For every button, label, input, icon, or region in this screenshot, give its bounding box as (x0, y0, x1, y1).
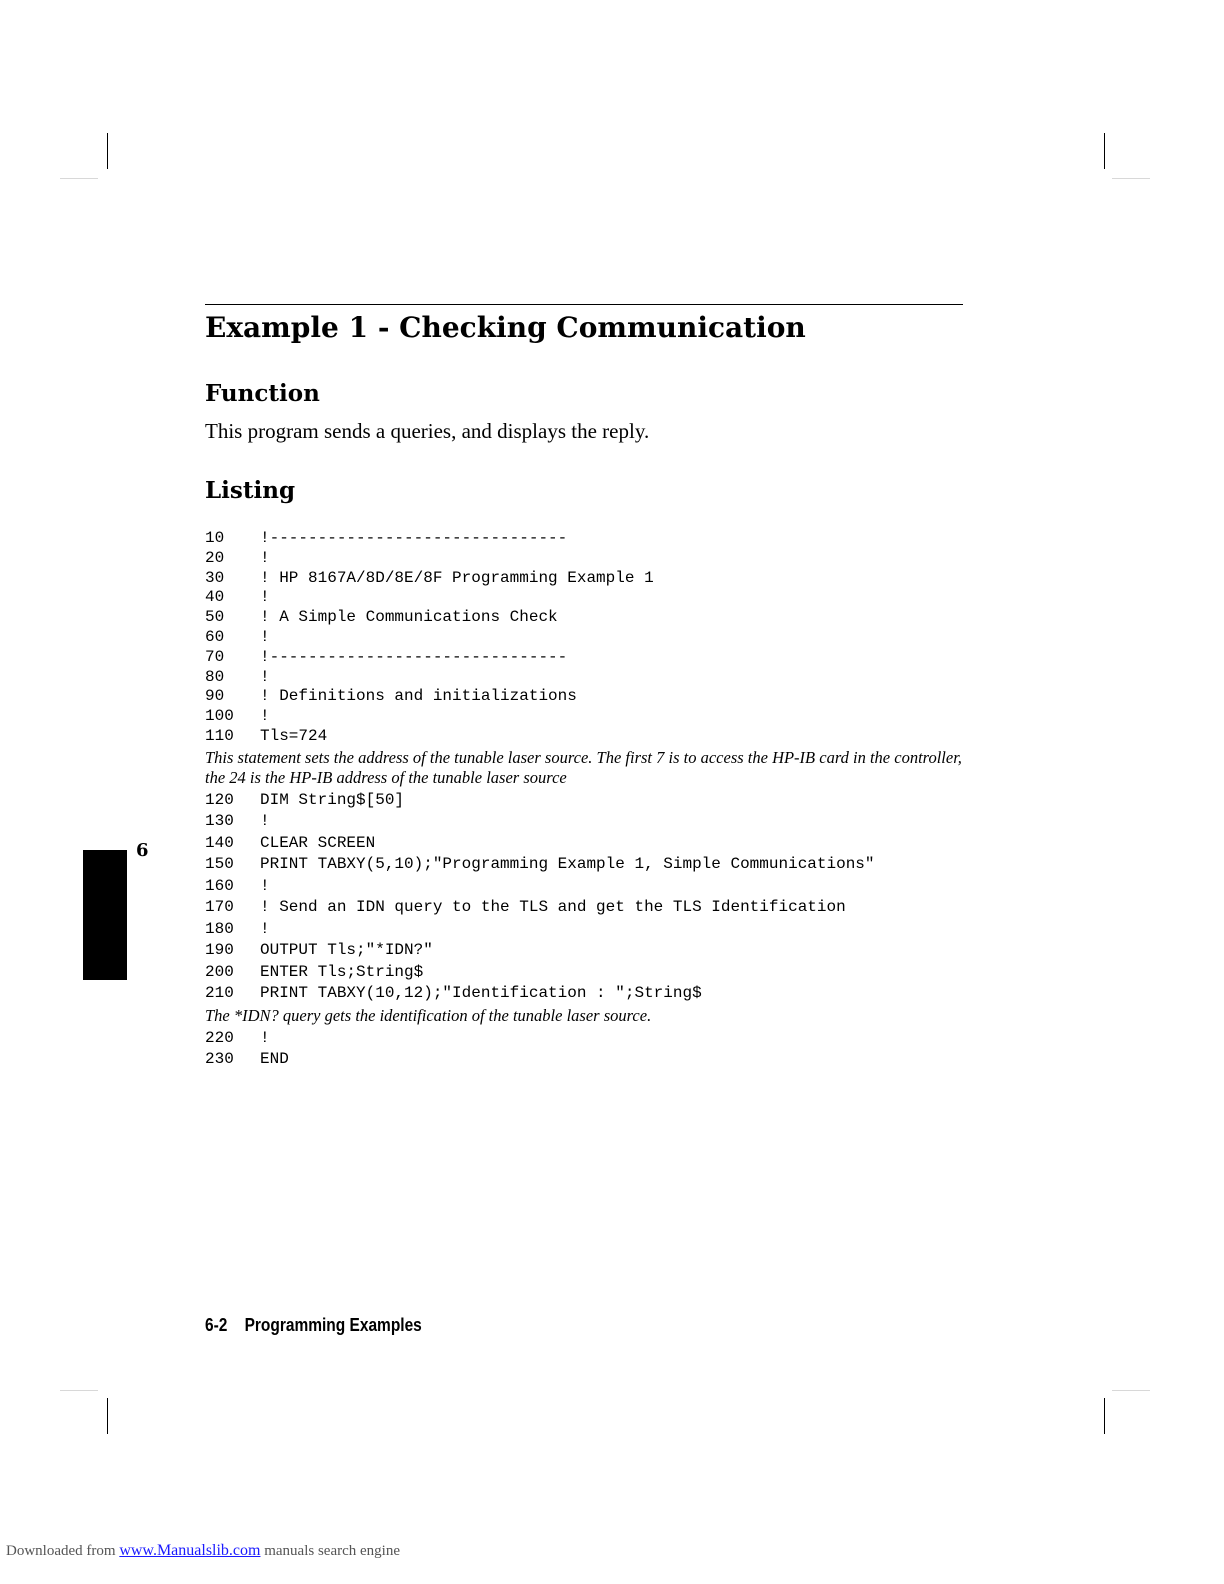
line-code: !------------------------------- (260, 529, 568, 547)
line-code: ! (260, 812, 270, 831)
page-title: Example 1 - Checking Communication (205, 311, 806, 344)
download-prefix: Downloaded from (6, 1543, 120, 1559)
line-number: 110 (205, 726, 234, 745)
line-code: ! Send an IDN query to the TLS and get the TLS Identification (260, 898, 846, 917)
code-line (205, 529, 975, 549)
line-number: 100 (205, 707, 234, 726)
code-line (205, 588, 975, 608)
line-code: ! (260, 876, 270, 895)
line-number: 160 (205, 876, 234, 895)
listing-note: This statement sets the address of the tunable laser source. The first 7 is to access the HP-IB card in the controller, the 24 is the HP-IB address of the tunable laser source (205, 747, 962, 787)
crop-mark (1112, 1390, 1150, 1391)
line-code: DIM String$[50] (260, 790, 405, 809)
code-line (205, 833, 975, 855)
line-number: 220 (205, 1028, 234, 1047)
code-line (205, 1049, 975, 1071)
code-line (205, 549, 975, 569)
line-number: 170 (205, 898, 234, 917)
listing-heading: Listing (205, 477, 296, 504)
crop-mark (107, 133, 108, 169)
code-listing (205, 529, 975, 1071)
crop-mark (60, 178, 98, 179)
line-code: ! HP 8167A/8D/8E/8F Programming Example 1 (260, 568, 654, 587)
line-number: 80 (205, 667, 225, 686)
line-code: ! A Simple Communications Check (260, 608, 558, 627)
code-line (205, 668, 975, 688)
line-number: 20 (205, 548, 225, 567)
line-code: CLEAR SCREEN (260, 833, 376, 852)
code-line (205, 897, 975, 919)
code-line (205, 962, 975, 984)
line-code: Tls=724 (260, 726, 328, 745)
line-code: ! (260, 667, 270, 686)
line-number: 30 (205, 568, 225, 587)
listing-note: The *IDN? query gets the identification of the tunable laser source. (205, 1005, 652, 1025)
footer-section-title: Programming Examples (244, 1315, 422, 1335)
line-code: ! Definitions and initializations (260, 687, 577, 706)
code-line (205, 608, 975, 628)
crop-mark (1112, 178, 1150, 179)
line-code: PRINT TABXY(10,12);"Identification : ";String$ (260, 984, 702, 1003)
function-heading: Function (205, 380, 320, 407)
line-code: PRINT TABXY(5,10);"Programming Example 1, Simple Communications" (260, 855, 875, 874)
crop-mark (60, 1390, 98, 1391)
chapter-tab-number: 6 (136, 840, 149, 861)
line-number: 40 (205, 588, 225, 607)
line-number: 140 (205, 833, 234, 852)
line-code: END (260, 1050, 289, 1069)
code-line (205, 687, 975, 707)
line-number: 90 (205, 687, 225, 706)
line-code: ! (260, 627, 270, 646)
code-line (205, 811, 975, 833)
code-line (205, 628, 975, 648)
code-line (205, 854, 975, 876)
code-line (205, 1028, 975, 1050)
line-code: ! (260, 919, 270, 938)
code-line (205, 876, 975, 898)
manualslib-link[interactable]: www.Manualslib.com (119, 1542, 261, 1559)
line-number: 210 (205, 984, 234, 1003)
line-code: ! (260, 1028, 270, 1047)
line-code: OUTPUT Tls;"*IDN?" (260, 941, 433, 960)
line-number: 230 (205, 1050, 234, 1069)
crop-mark (1104, 133, 1105, 169)
line-number: 130 (205, 812, 234, 831)
line-number: 180 (205, 919, 234, 938)
function-description: This program sends a queries, and displays the reply. (205, 419, 650, 443)
line-code: ! (260, 707, 270, 726)
code-line (205, 940, 975, 962)
code-line (205, 727, 975, 747)
code-line (205, 707, 975, 727)
footer-page-number: 6-2 (205, 1315, 228, 1335)
code-line (205, 983, 975, 1005)
line-number: 150 (205, 855, 234, 874)
page-footer (205, 1315, 422, 1336)
chapter-tab-marker (83, 850, 127, 980)
line-number: 70 (205, 647, 225, 666)
crop-mark (1104, 1398, 1105, 1434)
line-number: 50 (205, 608, 225, 627)
code-line (205, 790, 975, 812)
download-suffix: manuals search engine (260, 1543, 401, 1559)
crop-mark (107, 1398, 108, 1434)
line-number: 60 (205, 627, 225, 646)
code-line (205, 569, 975, 589)
line-number: 120 (205, 790, 234, 809)
line-number: 200 (205, 962, 234, 981)
line-code: ! (260, 588, 270, 607)
line-code: ENTER Tls;String$ (260, 962, 424, 981)
line-number: 190 (205, 941, 234, 960)
heading-rule (205, 304, 963, 305)
download-notice (6, 1542, 400, 1560)
line-code: ! (260, 548, 270, 567)
code-line (205, 648, 975, 668)
code-line (205, 919, 975, 941)
line-code: !------------------------------- (260, 647, 568, 666)
line-number: 10 (205, 529, 225, 547)
